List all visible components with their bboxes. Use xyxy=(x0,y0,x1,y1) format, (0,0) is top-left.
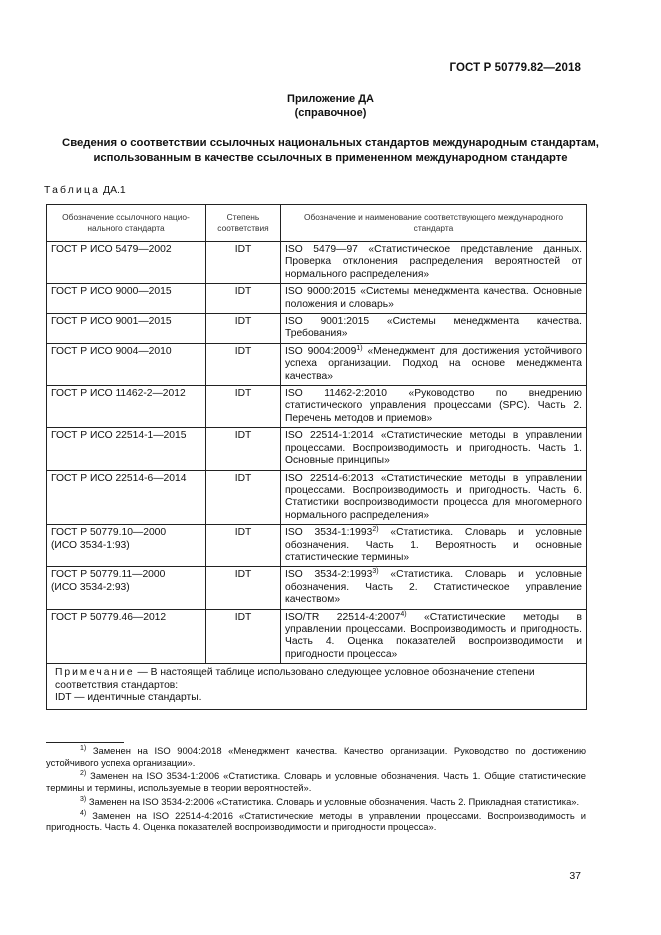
footnote-mark: 3) xyxy=(80,795,87,803)
national-standard-cell: ГОСТ Р ИСО 9004—2010 xyxy=(47,343,206,385)
international-standard-cell: ISO 22514-1:2014 «Статистические методы в управлении процессами. Воспроизводимость и пригодность. Часть 1. Основные принципы» xyxy=(281,428,587,470)
section-title-line-2: использованным в качестве ссылочных в примененном международном стандарте xyxy=(93,152,568,164)
footnotes xyxy=(46,745,586,835)
footnote: $^{3)}$ Заменен на ISO 3534-2:2006 «Статистика. Словарь и условные обозначения. Часть 2. Прикладная статистика». xyxy=(80,795,580,807)
degree-cell: IDT xyxy=(206,343,281,385)
footnote-mark: 1) xyxy=(80,745,87,752)
international-standard-cell: ISO 9001:2015 «Системы менеджмента качества. Требования» xyxy=(281,314,587,344)
international-standard-cell: ISO 3534-2:1993$^{3)}$ «Статистика. Словарь и условные обозначения. Часть 2. Статистическое управление качеством» xyxy=(281,567,587,609)
table-row xyxy=(47,525,587,567)
footnote-ref: 3) xyxy=(372,568,379,576)
table-note xyxy=(47,664,587,710)
international-standard-cell: ISO 9004:2009$^{1)}$ «Менеджмент для достижения устойчивого успеха организации. Подход на основе менеджмента качества» xyxy=(281,343,587,385)
document-code: ГОСТ Р 50779.82—2018 xyxy=(449,62,581,74)
table-row xyxy=(47,567,587,609)
footnote: $^{1)}$ Заменен на ISO 9004:2018 «Менеджмент качества. Качество организации. Руководство по достижению устойчивого успеха организации». xyxy=(46,745,586,768)
degree-cell: IDT xyxy=(206,470,281,525)
table-row xyxy=(47,386,587,428)
table-caption xyxy=(44,185,126,196)
international-standard-cell: ISO 3534-1:1993$^{2)}$ «Статистика. Словарь и условные обозначения. Часть 1. Вероятность и основные статистические термины» xyxy=(281,525,587,567)
header-national-standard: Обозначение ссылочного нацио- нального стандарта xyxy=(47,205,206,242)
appendix-heading xyxy=(0,92,661,120)
header-degree: Степень соответствия xyxy=(206,205,281,242)
footnote-ref: 2) xyxy=(372,526,379,534)
national-standard-cell: ГОСТ Р ИСО 9000—2015 xyxy=(47,284,206,314)
footnote-mark: 4) xyxy=(80,809,87,817)
appendix-title: Приложение ДА xyxy=(287,93,374,105)
national-standard-cell: ГОСТ Р ИСО 5479—2002 xyxy=(47,242,206,284)
degree-cell: IDT xyxy=(206,525,281,567)
national-standard-cell: ГОСТ Р 50779.11—2000 (ИСО 3534-2:93) xyxy=(47,567,206,609)
national-standard-cell: ГОСТ Р ИСО 22514-1—2015 xyxy=(47,428,206,470)
international-standard-cell: ISO 22514-6:2013 «Статистические методы в управлении процессами. Воспроизводимость и пригодность. Часть 6. Статистики воспроизводимости процесса для многомерного нормального распределения» xyxy=(281,470,587,525)
table-row xyxy=(47,470,587,525)
footnote-divider xyxy=(46,742,124,743)
footnote: $^{2)}$ Заменен на ISO 3534-1:2006 «Статистика. Словарь и условные обозначения. Часть 1. Общие статистические термины и термины, используемые в теории вероятностей». xyxy=(46,770,586,794)
table-row xyxy=(47,343,587,385)
table-caption-label: Таблица xyxy=(44,185,101,196)
table-row xyxy=(47,242,587,284)
national-standard-cell: ГОСТ Р ИСО 22514-6—2014 xyxy=(47,470,206,525)
national-standard-cell: ГОСТ Р ИСО 9001—2015 xyxy=(47,314,206,344)
page-number: 37 xyxy=(569,870,581,882)
international-standard-cell: ISO 11462-2:2010 «Руководство по внедрению статистического управления процессами (SPC). Часть 2. Перечень методов и приемов» xyxy=(281,386,587,428)
appendix-subtitle: (справочное) xyxy=(294,107,367,119)
correspondence-table xyxy=(46,204,587,710)
degree-cell: IDT xyxy=(206,386,281,428)
table-row xyxy=(47,284,587,314)
national-standard-cell: ГОСТ Р ИСО 11462-2—2012 xyxy=(47,386,206,428)
header-international-standard: Обозначение и наименование соответствующего международного стандарта xyxy=(281,205,587,242)
table-row xyxy=(47,609,587,664)
table-caption-number: ДА.1 xyxy=(103,185,126,196)
note-text: — В настоящей таблице использовано следующее условное обозначение степени соответствия стандартов: xyxy=(55,667,535,691)
international-standard-cell: ISO 9000:2015 «Системы менеджмента качества. Основные положения и словарь» xyxy=(281,284,587,314)
footnote-mark: 2) xyxy=(80,770,87,778)
international-standard-cell: ISO/TR 22514-4:2007$^{4)}$ «Статистические методы в управлении процессами. Воспроизводимость и пригодность. Часть 4. Оценка показателей воспроизводимости и пригодности процесса» xyxy=(281,609,587,664)
note-label: Примечание xyxy=(55,667,135,679)
degree-cell: IDT xyxy=(206,567,281,609)
table-note-row xyxy=(47,664,587,710)
degree-cell: IDT xyxy=(206,428,281,470)
footnote-ref: 1) xyxy=(356,344,363,352)
degree-cell: IDT xyxy=(206,314,281,344)
section-title xyxy=(60,136,601,166)
note-idt: IDT — идентичные стандарты. xyxy=(55,692,202,703)
national-standard-cell: ГОСТ Р 50779.46—2012 xyxy=(47,609,206,664)
table-row xyxy=(47,428,587,470)
footnote: $^{4)}$ Заменен на ISO 22514-4:2016 «Статистические методы в управлении процессами. Воспроизводимость и пригодность. Часть 4. Оценка показателей воспроизводимости и пригодности процесса». xyxy=(46,809,586,833)
degree-cell: IDT xyxy=(206,284,281,314)
table-header-row xyxy=(47,205,587,242)
section-title-line-1: Сведения о соответствии ссылочных национальных стандартов международным стандартам, xyxy=(62,137,599,149)
table-row xyxy=(47,314,587,344)
international-standard-cell: ISO 5479—97 «Статистическое представление данных. Проверка отклонения распределения вероятностей от нормального распределения» xyxy=(281,242,587,284)
national-standard-cell: ГОСТ Р 50779.10—2000 (ИСО 3534-1:93) xyxy=(47,525,206,567)
degree-cell: IDT xyxy=(206,609,281,664)
footnote-ref: 4) xyxy=(400,610,407,618)
degree-cell: IDT xyxy=(206,242,281,284)
